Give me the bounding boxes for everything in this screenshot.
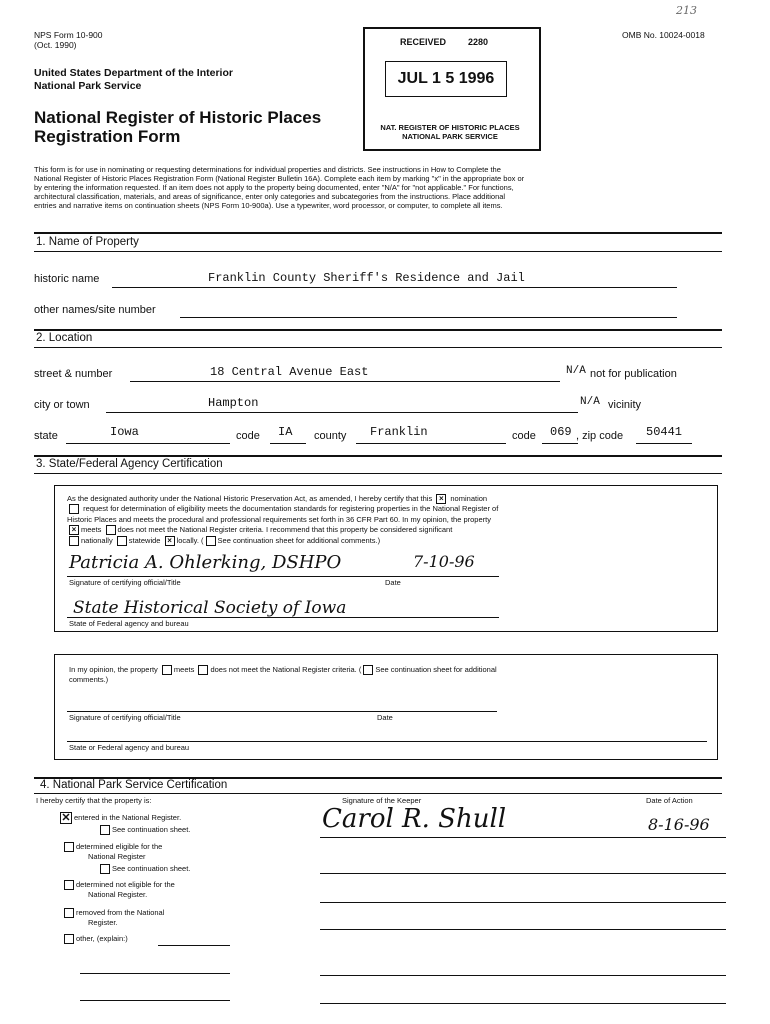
nomination-label: nomination bbox=[450, 494, 488, 503]
city-label: city or town bbox=[34, 399, 90, 411]
entered-label: entered in the National Register. bbox=[74, 812, 182, 822]
form-number: NPS Form 10-900 bbox=[34, 30, 103, 40]
instruction-line: by entering the information requested. If an item does not apply to the property being documented, enter "N/A" for "not applicable." For functions, bbox=[34, 183, 514, 192]
section4-heading: 4. National Park Service Certification bbox=[40, 779, 228, 791]
date-of-action-label: Date of Action bbox=[646, 796, 693, 805]
state-code-field[interactable]: IA bbox=[278, 425, 293, 439]
street-label: street & number bbox=[34, 368, 113, 380]
opinion-not-meet-checkbox[interactable] bbox=[198, 665, 208, 675]
section-divider bbox=[34, 232, 722, 234]
opinion-text: See continuation sheet for additional bbox=[375, 665, 497, 674]
meets-label: meets bbox=[81, 525, 102, 534]
keeper-line bbox=[320, 837, 726, 838]
opinion-box bbox=[54, 654, 718, 760]
section2-heading: 2. Location bbox=[36, 332, 93, 344]
cert-text: See continuation sheet for additional comments.) bbox=[217, 536, 381, 545]
field-line bbox=[542, 443, 578, 444]
removed-label: removed from the National bbox=[76, 908, 165, 917]
see-continuation-label: See continuation sheet. bbox=[112, 825, 191, 834]
received-stamp bbox=[363, 27, 541, 151]
determined-eligible-label: determined eligible for the bbox=[76, 842, 163, 851]
keeper-line[interactable] bbox=[320, 902, 726, 903]
field-line bbox=[356, 443, 506, 444]
county-field[interactable]: Franklin bbox=[370, 425, 428, 439]
determination-checkbox[interactable] bbox=[69, 504, 79, 514]
zip-field[interactable]: 50441 bbox=[646, 425, 683, 439]
date-label: Date bbox=[377, 713, 393, 722]
stamp-received-number: 2280 bbox=[468, 37, 489, 47]
street-field[interactable]: 18 Central Avenue East bbox=[210, 365, 369, 379]
section-underline bbox=[34, 793, 722, 794]
stamp-date-box bbox=[385, 61, 507, 97]
opinion-meets-label: meets bbox=[173, 665, 195, 674]
cert-text: does not meet the National Register criteria. I recommend that this property be considered significant bbox=[117, 525, 453, 534]
other-explain-field[interactable] bbox=[158, 945, 230, 946]
keeper-signature[interactable]: Carol R. Shull bbox=[322, 804, 507, 834]
other-explain-line[interactable] bbox=[80, 973, 230, 974]
determined-not-eligible-label: determined not eligible for the bbox=[76, 880, 175, 889]
not-for-publication-label: not for publication bbox=[590, 368, 677, 380]
signature-line bbox=[67, 576, 499, 577]
certifying-date[interactable]: 7-10-96 bbox=[413, 552, 475, 571]
field-line bbox=[112, 287, 677, 288]
other-label: other, (explain:) bbox=[76, 934, 128, 943]
statewide-checkbox[interactable] bbox=[117, 536, 127, 546]
see-cont-row bbox=[98, 864, 190, 874]
other-names-label: other names/site number bbox=[34, 304, 156, 316]
section3-heading: 3. State/Federal Agency Certification bbox=[36, 458, 223, 470]
action-date[interactable]: 8-16-96 bbox=[648, 815, 710, 834]
opinion-line1 bbox=[69, 665, 497, 675]
county-code-field[interactable]: 069 bbox=[550, 425, 572, 439]
section-divider bbox=[34, 329, 722, 331]
keeper-line[interactable] bbox=[320, 975, 726, 976]
signature-label: Signature of certifying official/Title bbox=[69, 713, 181, 722]
agency-label: State of Federal agency and bureau bbox=[69, 619, 189, 628]
determined-eligible-checkbox[interactable] bbox=[64, 842, 74, 852]
nationally-checkbox[interactable] bbox=[69, 536, 79, 546]
instruction-line: This form is for use in nominating or requesting determinations for individual properties and districts. See instructions in How to Complete the bbox=[34, 165, 501, 174]
keeper-line[interactable] bbox=[320, 1003, 726, 1004]
other-row bbox=[62, 934, 128, 944]
determined-not-eligible-label2: National Register. bbox=[88, 890, 148, 899]
field-line bbox=[130, 381, 560, 382]
county-label: county bbox=[314, 430, 347, 442]
cert-line2 bbox=[67, 504, 498, 514]
does-not-meet-checkbox[interactable] bbox=[106, 525, 116, 535]
opinion-comments: comments.) bbox=[69, 675, 109, 684]
city-field[interactable]: Hampton bbox=[208, 396, 259, 410]
instruction-line: architectural classification, materials, and areas of significance, enter only categories and subcategories from the instructions. Place additional bbox=[34, 192, 506, 201]
statewide-label: statewide bbox=[128, 536, 161, 545]
agency-label: State or Federal agency and bureau bbox=[69, 743, 190, 752]
removed-checkbox[interactable] bbox=[64, 908, 74, 918]
section-underline bbox=[34, 251, 722, 252]
certifying-signature[interactable]: Patricia A. Ohlerking, DSHPO bbox=[69, 552, 342, 573]
field-line bbox=[106, 412, 578, 413]
omb-number: OMB No. 10024-0018 bbox=[622, 30, 705, 40]
entered-row bbox=[58, 812, 181, 824]
stamp-line2: NATIONAL PARK SERVICE bbox=[402, 132, 498, 141]
determined-not-eligible-checkbox[interactable] bbox=[64, 880, 74, 890]
vicinity-label: vicinity bbox=[608, 399, 642, 411]
service: National Park Service bbox=[34, 80, 142, 92]
historic-name-label: historic name bbox=[34, 273, 100, 285]
date-label: Date bbox=[385, 578, 401, 587]
det-not-row bbox=[62, 880, 175, 890]
certification-box bbox=[54, 485, 718, 632]
see-continuation-checkbox[interactable] bbox=[100, 864, 110, 874]
vicinity-value[interactable]: N/A bbox=[580, 396, 600, 408]
agency-line[interactable] bbox=[67, 741, 707, 742]
corner-mark: 213 bbox=[676, 4, 697, 17]
section-divider bbox=[34, 455, 722, 457]
stamp-date: JUL 1 5 1996 bbox=[397, 70, 495, 87]
locally-label: locally. ( bbox=[176, 536, 204, 545]
signature-line[interactable] bbox=[67, 711, 497, 712]
cert-text: request for determination of eligibility meets the documentation standards for registering properties in the National Register of bbox=[83, 504, 499, 513]
agency-handwritten[interactable]: State Historical Society of Iowa bbox=[73, 598, 347, 618]
section-underline bbox=[34, 473, 722, 474]
form-date: (Oct. 1990) bbox=[34, 40, 77, 50]
section1-heading: 1. Name of Property bbox=[36, 236, 139, 248]
cert-text: As the designated authority under the National Historic Preservation Act, as amended, I hereby certify that this bbox=[67, 494, 433, 503]
certify-text: I hereby certify that the property is: bbox=[36, 796, 152, 805]
form-title-line1: National Register of Historic Places bbox=[34, 108, 322, 127]
stamp-line1: NAT. REGISTER OF HISTORIC PLACES bbox=[380, 123, 520, 132]
field-line bbox=[270, 443, 306, 444]
agency-line bbox=[67, 617, 499, 618]
form-title-line2: Registration Form bbox=[34, 127, 181, 146]
meets-checkbox[interactable]: × bbox=[69, 525, 79, 535]
opinion-text: does not meet the National Register criteria. ( bbox=[210, 665, 362, 674]
state-code-label: code bbox=[236, 430, 260, 442]
field-line bbox=[66, 443, 230, 444]
continuation-checkbox[interactable] bbox=[206, 536, 216, 546]
county-code-label: code bbox=[512, 430, 536, 442]
see-cont-row bbox=[98, 825, 190, 835]
instruction-line: National Register of Historic Places Registration Form (National Register Bulletin 16A). Complete each item by marking "x" in the appropriate box or bbox=[34, 174, 525, 183]
state-label: state bbox=[34, 430, 58, 442]
keeper-line[interactable] bbox=[320, 873, 726, 874]
opinion-continuation-checkbox[interactable] bbox=[363, 665, 373, 675]
see-continuation-label: See continuation sheet. bbox=[112, 864, 191, 873]
cert-line1 bbox=[67, 494, 487, 504]
keeper-label: Signature of the Keeper bbox=[342, 796, 422, 805]
instructions bbox=[34, 165, 724, 210]
locally-checkbox[interactable]: × bbox=[165, 536, 175, 546]
other-explain-line[interactable] bbox=[80, 1000, 230, 1001]
removed-label2: Register. bbox=[88, 918, 118, 927]
entered-checkbox[interactable]: ✕ bbox=[61, 812, 71, 824]
removed-row bbox=[62, 908, 164, 918]
department: United States Department of the Interior bbox=[34, 67, 233, 79]
historic-name-field[interactable]: Franklin County Sheriff's Residence and Jail bbox=[208, 271, 525, 285]
section-underline bbox=[34, 347, 722, 348]
keeper-line[interactable] bbox=[320, 929, 726, 930]
other-checkbox[interactable] bbox=[64, 934, 74, 944]
opinion-meets-checkbox[interactable] bbox=[162, 665, 172, 675]
cert-line4 bbox=[67, 525, 452, 535]
not-for-publication-value[interactable]: N/A bbox=[566, 365, 586, 377]
see-continuation-checkbox[interactable] bbox=[100, 825, 110, 835]
nomination-checkbox[interactable]: × bbox=[436, 494, 446, 504]
field-line bbox=[636, 443, 692, 444]
nationally-label: nationally bbox=[81, 536, 113, 545]
cert-text: Historic Places and meets the procedural and professional requirements set forth in 36 CFR Part 60. In my opinion, the property bbox=[67, 515, 491, 524]
stamp-received: RECEIVED bbox=[400, 37, 447, 47]
instruction-line: entries and narrative items on continuation sheets (NPS Form 10-900a). Use a typewriter, word processor, or computer, to complete all items. bbox=[34, 201, 503, 210]
det-elig-row bbox=[62, 842, 162, 852]
signature-label: Signature of certifying official/Title bbox=[69, 578, 181, 587]
zip-label: , zip code bbox=[576, 430, 624, 442]
opinion-text: In my opinion, the property bbox=[69, 665, 158, 674]
determined-eligible-label2: National Register bbox=[88, 852, 146, 861]
state-field[interactable]: Iowa bbox=[110, 425, 139, 439]
cert-line5 bbox=[67, 536, 380, 546]
other-names-field[interactable] bbox=[180, 317, 677, 318]
